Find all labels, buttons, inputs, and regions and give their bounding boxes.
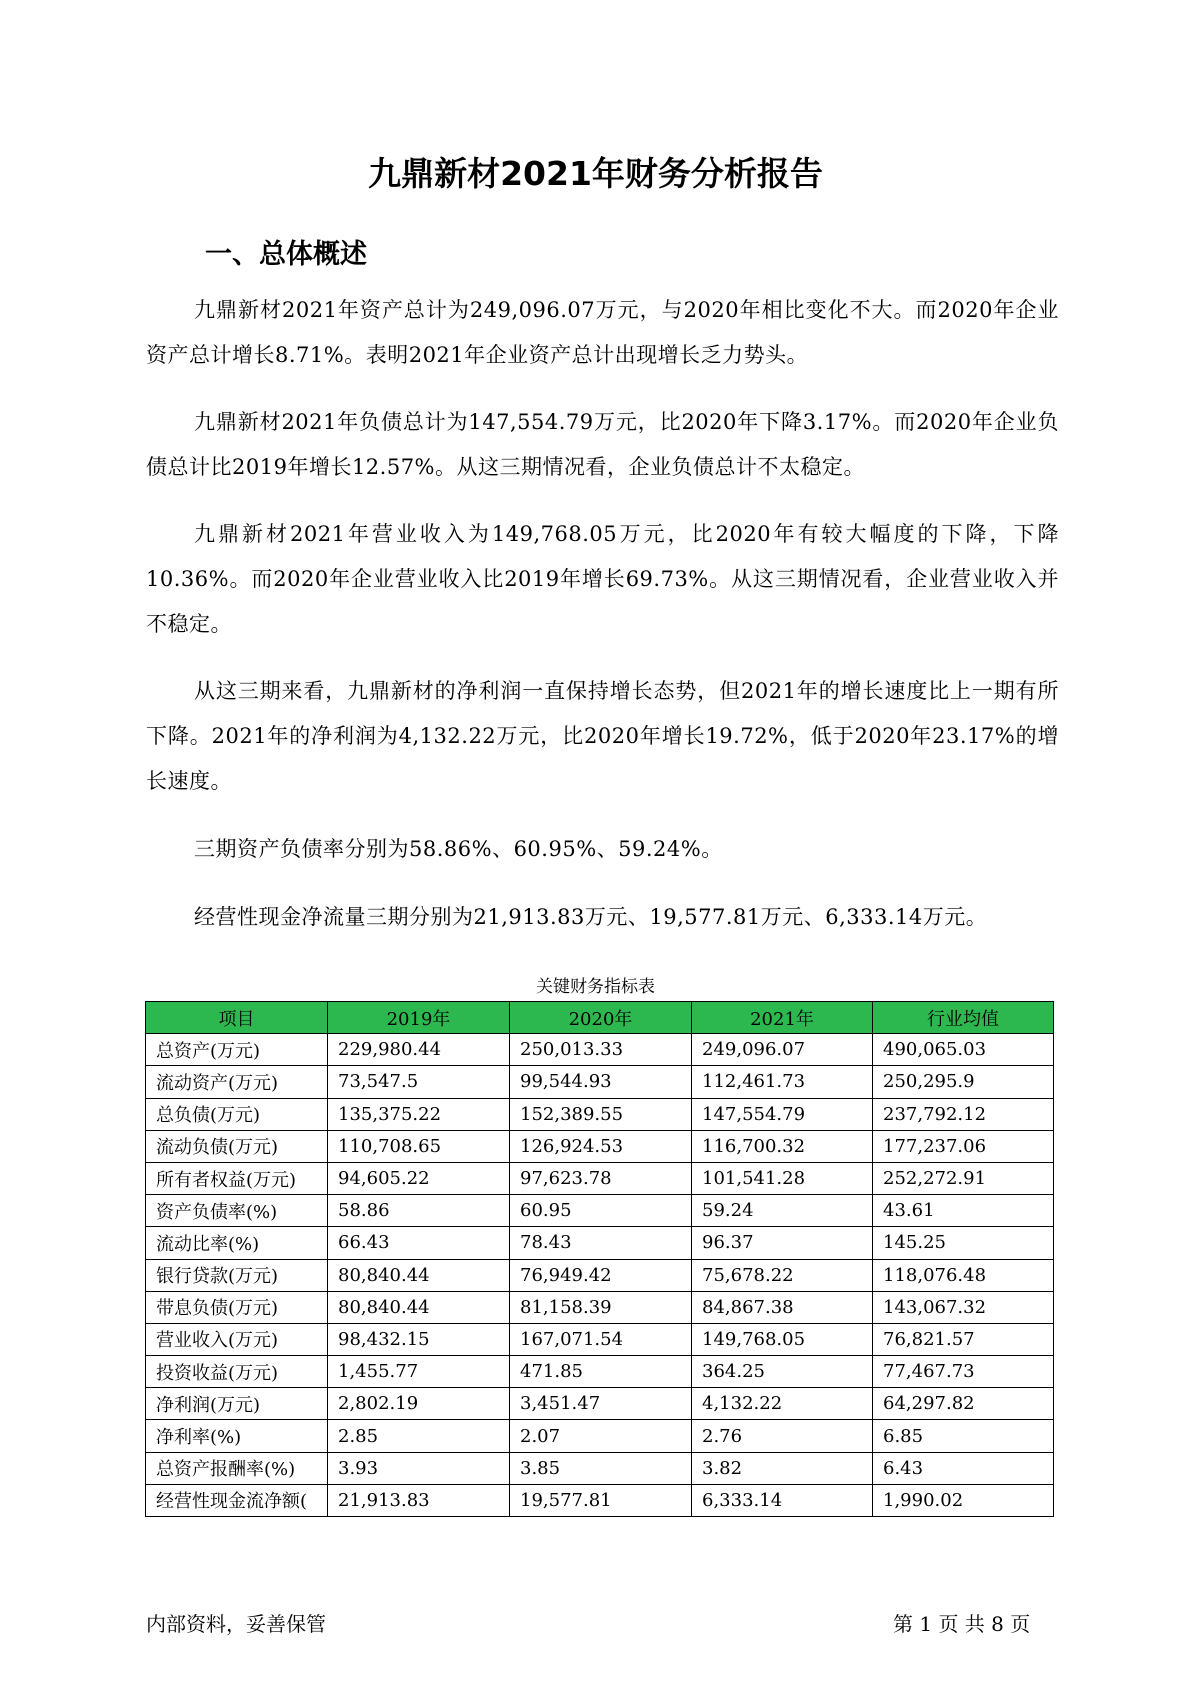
paragraph-total-assets: 九鼎新材2021年资产总计为249,096.07万元，与2020年相比变化不大。而2020年企业资产总计增长8.71%。表明2021年企业资产总计出现增长乏力势头。 [146, 298, 1059, 367]
table-row [146, 1420, 1054, 1452]
cell-2021: 364.25 [692, 1356, 873, 1388]
cell-2021: 112,461.73 [692, 1066, 873, 1098]
cell-2020: 250,013.33 [510, 1034, 692, 1066]
paragraph-revenue: 九鼎新材2021年营业收入为149,768.05万元，比2020年有较大幅度的下降，下降10.36%。而2020年企业营业收入比2019年增长69.73%。从这三期情况看，企业营业收入并不稳定。 [146, 522, 1059, 636]
cell-industry-average: 252,272.91 [873, 1162, 1054, 1194]
column-header-2020: 2020年 [510, 1002, 692, 1034]
cell-2020: 3.85 [510, 1452, 692, 1484]
cell-industry-average: 118,076.48 [873, 1259, 1054, 1291]
cell-2019: 3.93 [328, 1452, 510, 1484]
cell-item: 总资产报酬率(%) [146, 1452, 328, 1484]
cell-2020: 78.43 [510, 1227, 692, 1259]
column-header-2021: 2021年 [692, 1002, 873, 1034]
cell-item: 流动资产(万元) [146, 1066, 328, 1098]
cell-2021: 249,096.07 [692, 1034, 873, 1066]
cell-item: 带息负债(万元) [146, 1291, 328, 1323]
cell-2020: 81,158.39 [510, 1291, 692, 1323]
cell-2020: 2.07 [510, 1420, 692, 1452]
table-row [146, 1066, 1054, 1098]
column-header-2019: 2019年 [328, 1002, 510, 1034]
table-row [146, 1162, 1054, 1194]
cell-item: 总资产(万元) [146, 1034, 328, 1066]
cell-2019: 94,605.22 [328, 1162, 510, 1194]
table-row [146, 1130, 1054, 1162]
paragraph-debt-ratio: 三期资产负债率分别为58.86%、60.95%、59.24%。 [194, 837, 723, 861]
cell-2019: 80,840.44 [328, 1259, 510, 1291]
cell-2021: 75,678.22 [692, 1259, 873, 1291]
cell-2020: 76,949.42 [510, 1259, 692, 1291]
table-row [146, 1388, 1054, 1420]
table-row [146, 1098, 1054, 1130]
cell-2021: 3.82 [692, 1452, 873, 1484]
footer-confidential-note: 内部资料，妥善保管 [146, 1612, 326, 1636]
cell-item: 投资收益(万元) [146, 1356, 328, 1388]
cell-2019: 2.85 [328, 1420, 510, 1452]
cell-2019: 66.43 [328, 1227, 510, 1259]
cell-2019: 2,802.19 [328, 1388, 510, 1420]
cell-industry-average: 490,065.03 [873, 1034, 1054, 1066]
cell-item: 总负债(万元) [146, 1098, 328, 1130]
document-title: 九鼎新材2021年财务分析报告 [368, 154, 823, 193]
table-row [146, 1259, 1054, 1291]
cell-2020: 3,451.47 [510, 1388, 692, 1420]
table-row [146, 1034, 1054, 1066]
cell-2019: 98,432.15 [328, 1323, 510, 1355]
cell-item: 流动比率(%) [146, 1227, 328, 1259]
cell-item: 流动负债(万元) [146, 1130, 328, 1162]
cell-item: 资产负债率(%) [146, 1195, 328, 1227]
paragraph-net-profit: 从这三期来看，九鼎新材的净利润一直保持增长态势，但2021年的增长速度比上一期有所下降。2021年的净利润为4,132.22万元，比2020年增长19.72%，低于2020年23.17%的增长速度。 [146, 679, 1059, 793]
table-body [146, 1034, 1054, 1517]
cell-2019: 229,980.44 [328, 1034, 510, 1066]
cell-2019: 58.86 [328, 1195, 510, 1227]
table-row [146, 1291, 1054, 1323]
cell-2020: 19,577.81 [510, 1484, 692, 1516]
table-row [146, 1227, 1054, 1259]
cell-2019: 1,455.77 [328, 1356, 510, 1388]
table-caption: 关键财务指标表 [536, 977, 655, 997]
table-row [146, 1356, 1054, 1388]
cell-item: 银行贷款(万元) [146, 1259, 328, 1291]
cell-2019: 135,375.22 [328, 1098, 510, 1130]
paragraph-total-liabilities: 九鼎新材2021年负债总计为147,554.79万元，比2020年下降3.17%。而2020年企业负债总计比2019年增长12.57%。从这三期情况看，企业负债总计不太稳定。 [146, 410, 1059, 479]
key-financial-indicators-table [145, 1001, 1054, 1517]
cell-industry-average: 6.43 [873, 1452, 1054, 1484]
cell-industry-average: 145.25 [873, 1227, 1054, 1259]
cell-2021: 149,768.05 [692, 1323, 873, 1355]
cell-industry-average: 250,295.9 [873, 1066, 1054, 1098]
table-row [146, 1484, 1054, 1516]
cell-industry-average: 1,990.02 [873, 1484, 1054, 1516]
cell-item: 净利润(万元) [146, 1388, 328, 1420]
cell-2020: 60.95 [510, 1195, 692, 1227]
cell-item: 所有者权益(万元) [146, 1162, 328, 1194]
cell-2020: 97,623.78 [510, 1162, 692, 1194]
cell-industry-average: 43.61 [873, 1195, 1054, 1227]
cell-2020: 126,924.53 [510, 1130, 692, 1162]
cell-2021: 59.24 [692, 1195, 873, 1227]
cell-2021: 147,554.79 [692, 1098, 873, 1130]
table-row [146, 1195, 1054, 1227]
column-header-industry-average: 行业均值 [873, 1002, 1054, 1034]
cell-2019: 21,913.83 [328, 1484, 510, 1516]
cell-item: 经营性现金流净额( [146, 1484, 328, 1516]
cell-industry-average: 143,067.32 [873, 1291, 1054, 1323]
cell-2021: 6,333.14 [692, 1484, 873, 1516]
cell-item: 净利率(%) [146, 1420, 328, 1452]
table-row [146, 1323, 1054, 1355]
cell-2020: 152,389.55 [510, 1098, 692, 1130]
cell-2020: 471.85 [510, 1356, 692, 1388]
cell-industry-average: 76,821.57 [873, 1323, 1054, 1355]
cell-item: 营业收入(万元) [146, 1323, 328, 1355]
cell-industry-average: 237,792.12 [873, 1098, 1054, 1130]
cell-2019: 80,840.44 [328, 1291, 510, 1323]
cell-industry-average: 64,297.82 [873, 1388, 1054, 1420]
cell-2021: 116,700.32 [692, 1130, 873, 1162]
cell-industry-average: 6.85 [873, 1420, 1054, 1452]
cell-2020: 167,071.54 [510, 1323, 692, 1355]
table-header-row [146, 1002, 1054, 1034]
cell-2021: 4,132.22 [692, 1388, 873, 1420]
cell-2021: 101,541.28 [692, 1162, 873, 1194]
cell-2019: 110,708.65 [328, 1130, 510, 1162]
footer-page-number: 第 1 页 共 8 页 [893, 1612, 1031, 1636]
cell-industry-average: 177,237.06 [873, 1130, 1054, 1162]
cell-2020: 99,544.93 [510, 1066, 692, 1098]
cell-2021: 84,867.38 [692, 1291, 873, 1323]
section-heading: 一、总体概述 [205, 239, 367, 270]
column-header-item: 项目 [146, 1002, 328, 1034]
cell-2021: 96.37 [692, 1227, 873, 1259]
cell-2019: 73,547.5 [328, 1066, 510, 1098]
cell-industry-average: 77,467.73 [873, 1356, 1054, 1388]
paragraph-cash-flow: 经营性现金净流量三期分别为21,913.83万元、19,577.81万元、6,333.14万元。 [194, 905, 988, 929]
cell-2021: 2.76 [692, 1420, 873, 1452]
table-row [146, 1452, 1054, 1484]
